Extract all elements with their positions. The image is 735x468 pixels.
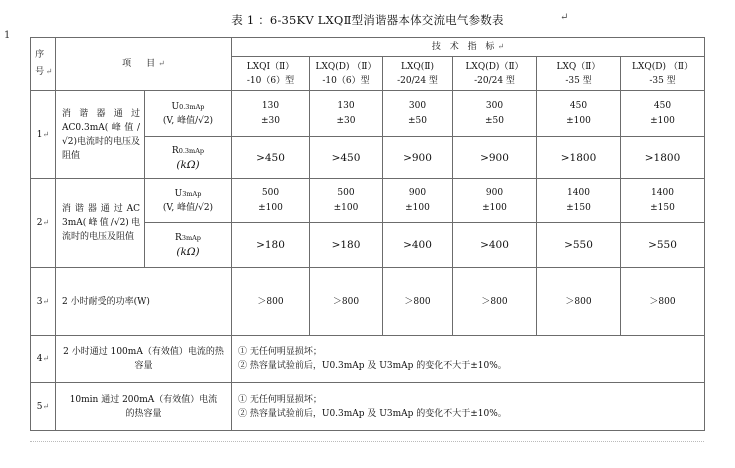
paragraph-mark-icon: ↵ xyxy=(42,296,50,306)
paragraph-mark-icon: ↵ xyxy=(497,42,505,51)
paragraph-mark-icon: ↵ xyxy=(42,354,50,363)
note-line: ① 无任何明显损坏； xyxy=(238,394,322,405)
row-description: 消谐器通过AC0.3mA(峰值/√2)电流时的电压及阻值 xyxy=(56,91,145,179)
value-cell: >550 xyxy=(621,223,705,268)
model-header xyxy=(232,57,310,91)
param-subscript: 0.3mAp xyxy=(179,102,205,111)
paragraph-mark-icon: ↵ xyxy=(42,218,50,227)
model-type: -35 型 xyxy=(565,75,592,86)
value-cell: 450 ±100 xyxy=(537,91,621,137)
model-header xyxy=(537,57,621,91)
paragraph-mark-icon: ↵ xyxy=(158,59,165,68)
seq-header-text: 序号 xyxy=(35,50,45,77)
value-cell: >1800 xyxy=(537,137,621,179)
value-cell: 300 ±50 xyxy=(383,91,453,137)
value-cell: >180 xyxy=(310,223,383,268)
model-name: LXQ（Ⅱ） xyxy=(556,61,601,72)
value-cell: 130 ±30 xyxy=(232,91,310,137)
value-cell: >900 xyxy=(453,137,537,179)
value-cell: >550 xyxy=(537,223,621,268)
value-cell: ＞800 xyxy=(537,268,621,336)
table-caption xyxy=(0,12,735,28)
value-cell: ＞800 xyxy=(621,268,705,336)
model-name: LXQ(D)（Ⅱ） xyxy=(465,61,524,72)
model-type: -20/24 型 xyxy=(474,75,515,86)
row-description: 2 小时耐受的功率(W) xyxy=(56,268,232,336)
row-number: 1↵ xyxy=(31,91,56,179)
value-cell: >1800 xyxy=(621,137,705,179)
param-subscript: 3mAp xyxy=(182,189,202,198)
header-row xyxy=(31,38,705,57)
param-symbol: R xyxy=(175,233,182,243)
param-label xyxy=(145,179,232,223)
model-type: -10（6）型 xyxy=(322,75,370,86)
value-cell: 450 ±100 xyxy=(621,91,705,137)
model-name: LXQ(D) （Ⅱ） xyxy=(315,61,377,72)
param-subscript: 0.3mAp xyxy=(178,146,205,155)
spec-header-text: 技 术 指 标 xyxy=(431,42,498,52)
spec-header xyxy=(232,38,705,57)
value-cell: >900 xyxy=(383,137,453,179)
notes-cell xyxy=(232,336,705,383)
table-row xyxy=(31,179,705,223)
value-cell: >180 xyxy=(232,223,310,268)
row-number: 2↵ xyxy=(31,179,56,268)
row-number: 4↵ xyxy=(31,336,56,383)
model-type: -10（6）型 xyxy=(246,75,295,86)
row-number: 3↵ xyxy=(31,268,56,336)
value-cell: 900 ±100 xyxy=(453,179,537,223)
row-description: 10min 通过 200mA（有效值）电流的热容量 xyxy=(56,383,232,431)
param-unit: (kΩ) xyxy=(176,158,200,171)
model-header xyxy=(453,57,537,91)
item-header-text: 项 目 xyxy=(122,59,159,69)
model-type: -35 型 xyxy=(649,75,676,86)
value-cell: 500 ±100 xyxy=(232,179,310,223)
row-description: 2 小时通过 100mA（有效值）电流的热容量 xyxy=(56,336,232,383)
model-name: LXQ(Ⅱ) xyxy=(401,61,434,72)
model-name: LXQⅠ（Ⅱ） xyxy=(246,61,295,72)
row-description: 消谐器通过AC 3mA(峰值/√2)电流时的电压及阻值 xyxy=(56,179,145,268)
note-line: ① 无任何明显损坏； xyxy=(238,347,322,357)
param-label xyxy=(145,91,232,137)
param-symbol: U xyxy=(171,101,180,112)
value-cell: >400 xyxy=(453,223,537,268)
row-number: 5↵ xyxy=(31,383,56,431)
table-row xyxy=(31,268,705,336)
paragraph-mark-icon: ↵ xyxy=(45,67,53,76)
paragraph-mark-icon: ↵ xyxy=(42,401,50,411)
table-row xyxy=(31,336,705,383)
param-symbol: U xyxy=(174,188,183,199)
note-line: ② 热容量试验前后，U0.3mAp 及 U3mAp 的变化不大于±10%。 xyxy=(238,361,507,371)
page-bottom-rule xyxy=(30,441,704,442)
value-cell: 900 ±100 xyxy=(383,179,453,223)
param-unit: (V, 峰值/√2) xyxy=(162,202,214,213)
paragraph-mark-icon: ↵ xyxy=(560,12,569,23)
value-cell: ＞800 xyxy=(383,268,453,336)
value-cell: >450 xyxy=(232,137,310,179)
model-header xyxy=(310,57,383,91)
note-line: ② 热容量试验前后，U0.3mAp 及 U3mAp 的变化不大于±10%。 xyxy=(238,408,507,419)
value-cell: >400 xyxy=(383,223,453,268)
value-cell: 1400 ±150 xyxy=(537,179,621,223)
value-cell: ＞800 xyxy=(232,268,310,336)
seq-header xyxy=(31,38,56,91)
corner-mark: 1 xyxy=(4,30,11,41)
value-cell: 130 ±30 xyxy=(310,91,383,137)
notes-cell xyxy=(232,383,705,431)
model-header xyxy=(383,57,453,91)
model-name: LXQ(D) （Ⅱ） xyxy=(632,61,693,72)
value-cell: ＞800 xyxy=(310,268,383,336)
param-symbol: R xyxy=(171,145,179,156)
value-cell: 500 ±100 xyxy=(310,179,383,223)
model-type: -20/24 型 xyxy=(397,75,438,86)
parameter-table xyxy=(30,37,705,431)
param-label xyxy=(145,137,232,179)
model-header xyxy=(621,57,705,91)
value-cell: >450 xyxy=(310,137,383,179)
item-header xyxy=(56,38,232,91)
caption-text: 表 1 ：6-35KV LXQⅡ型消谐器本体交流电气参数表 xyxy=(231,13,504,27)
table-row xyxy=(31,91,705,137)
param-unit: (kΩ) xyxy=(176,246,200,258)
paragraph-mark-icon: ↵ xyxy=(42,129,50,139)
value-cell: ＞800 xyxy=(453,268,537,336)
value-cell: 300 ±50 xyxy=(453,91,537,137)
param-label xyxy=(145,223,232,268)
table-row xyxy=(31,383,705,431)
param-subscript: 3mAp xyxy=(181,234,201,242)
param-unit: (V, 峰值/√2) xyxy=(162,115,214,126)
value-cell: 1400 ±150 xyxy=(621,179,705,223)
